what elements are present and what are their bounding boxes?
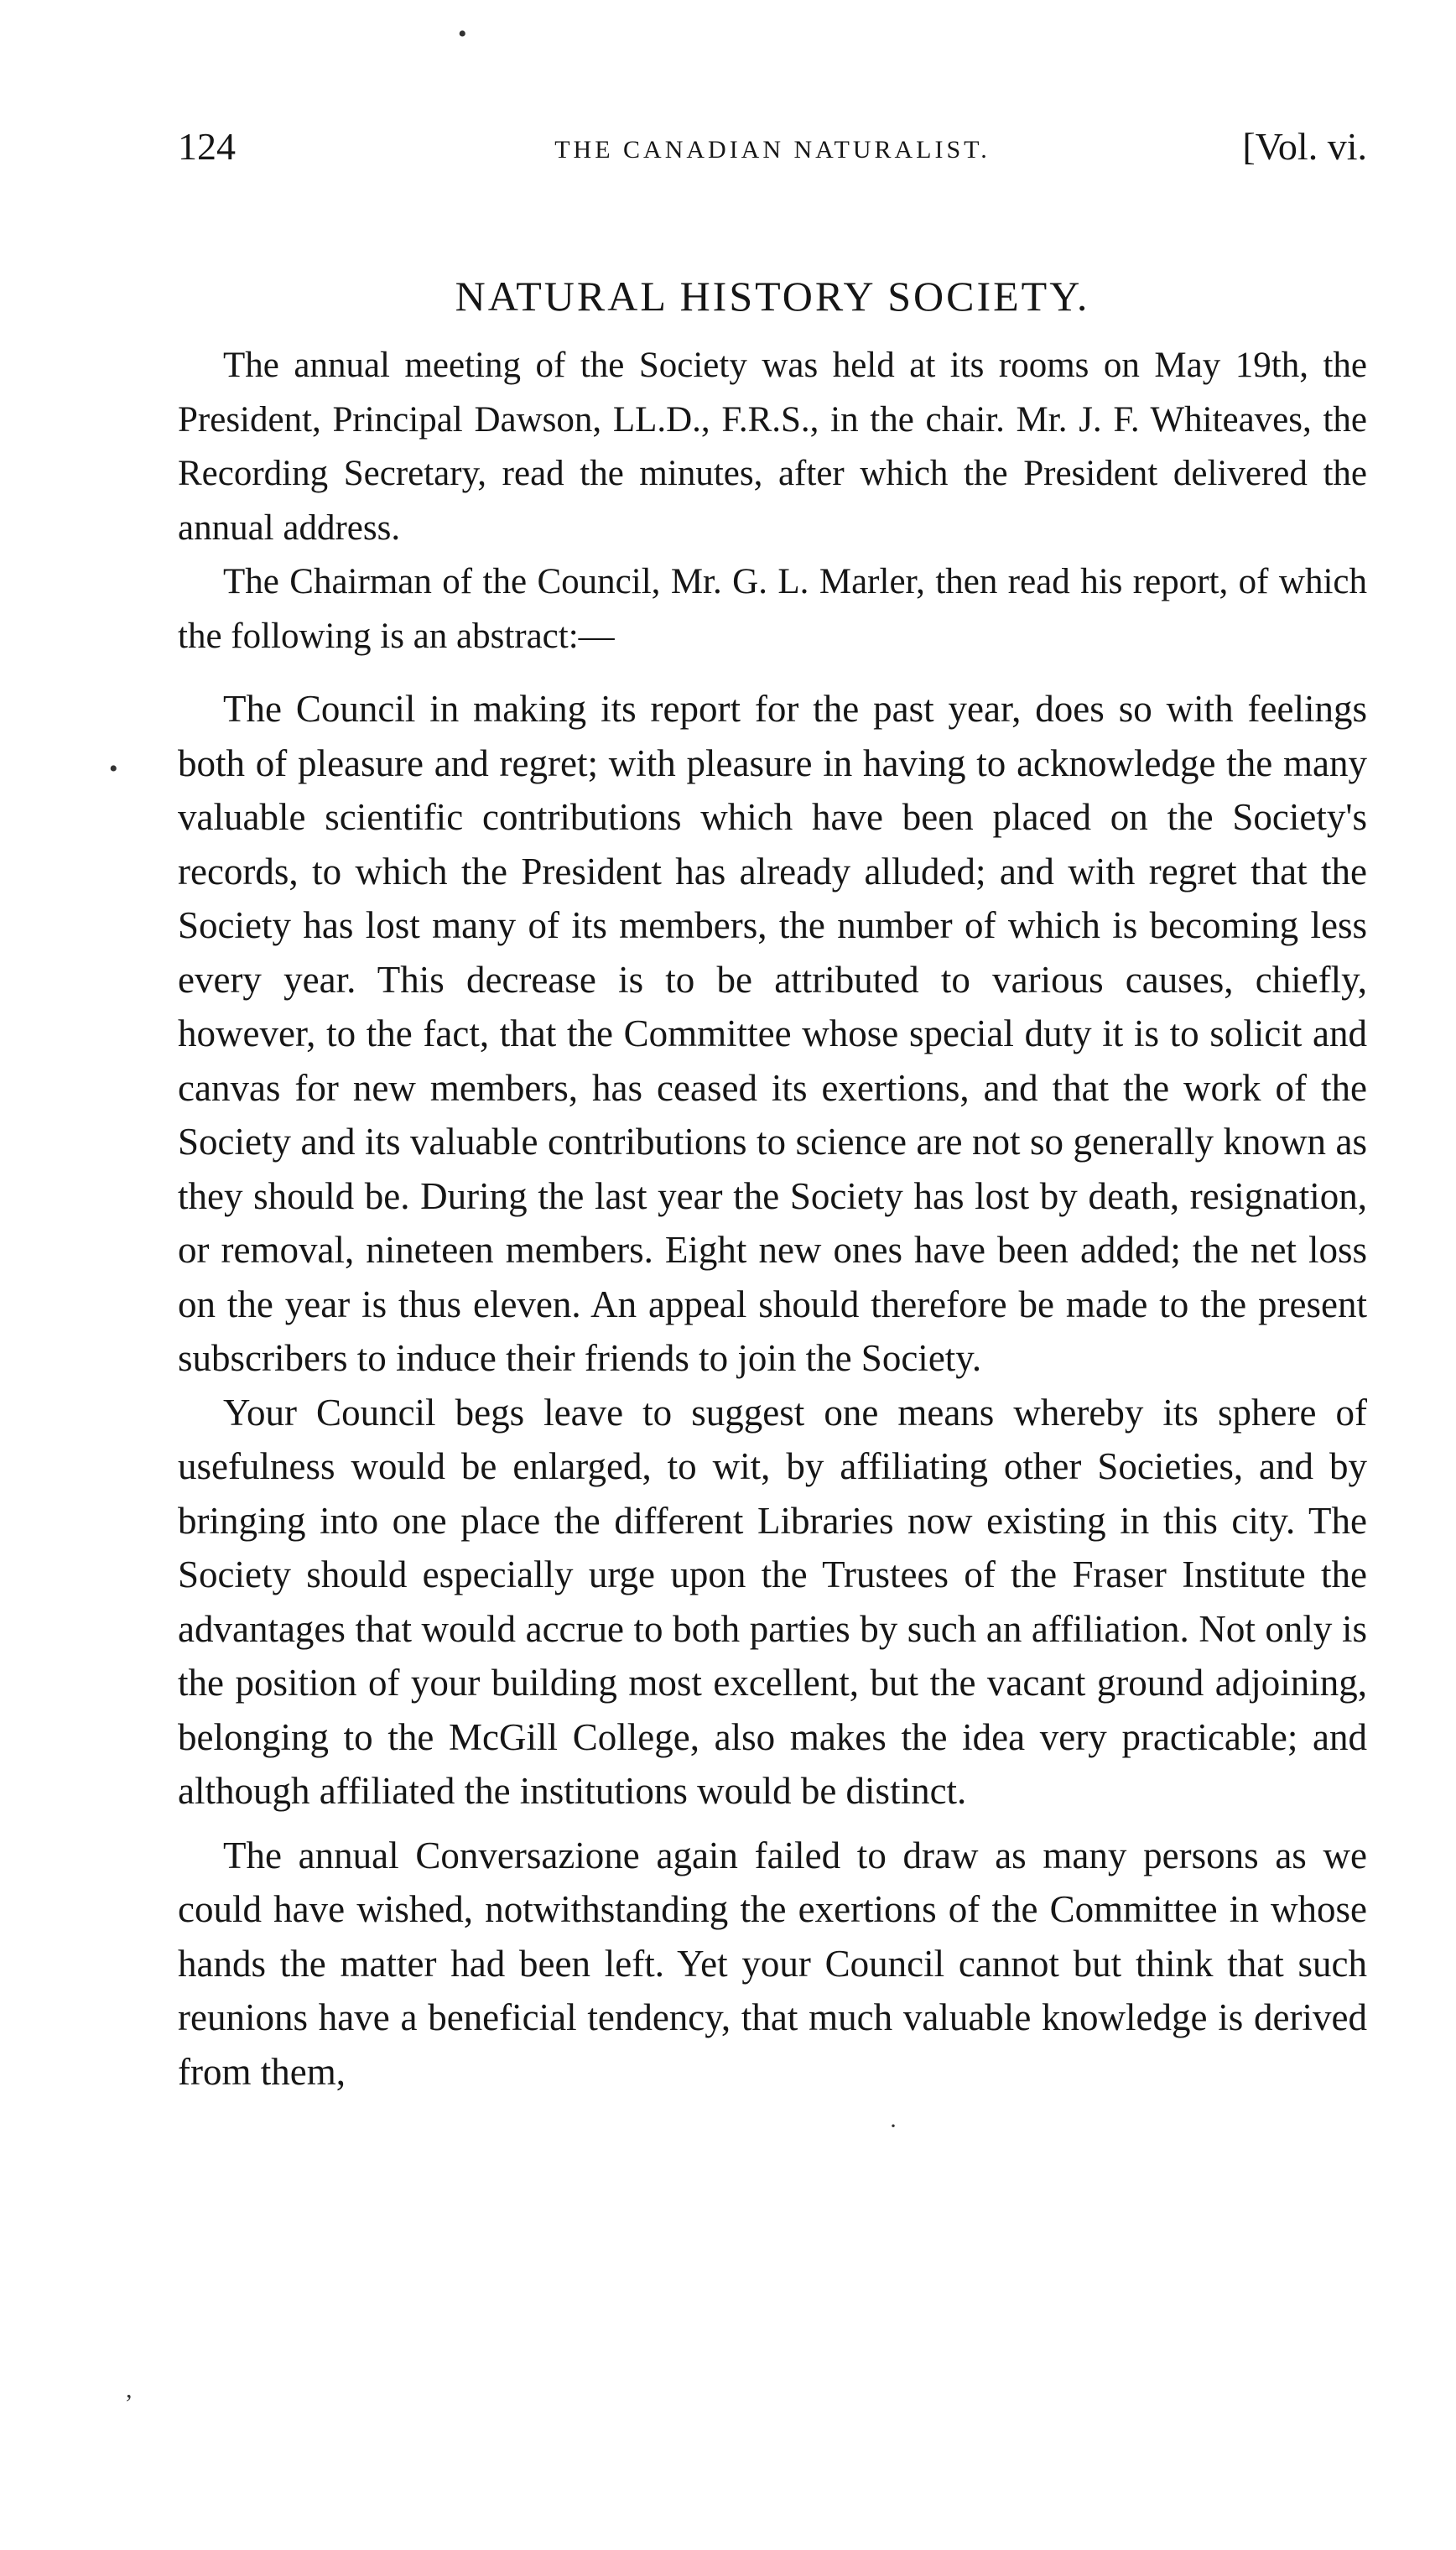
margin-tick: , <box>126 2376 133 2403</box>
intro-paragraph: The Chairman of the Council, Mr. G. L. Marler, then read his report, of which the following is an abstract:— <box>178 562 1367 656</box>
meeting-intro <box>178 339 1367 664</box>
section-title: NATURAL HISTORY SOCIETY. <box>455 273 1090 320</box>
ink-speck: • <box>109 755 118 783</box>
report-paragraph: Your Council begs leave to suggest one means whereby its sphere of usefulness would be enlarged, to wit, by affiliating other Societies, and by bringing into one place the different Libraries now existing in this city. The Society should especially urge upon the Trustees of the Fraser Institute the advantages that would accrue to both parties by such an affiliation. Not only is the position of your building most excellent, but the vacant ground adjoining, belonging to the McGill College, also makes the idea very practicable; and although affiliated the institutions would be distinct. <box>178 1391 1367 1812</box>
volume-label: [Vol. vi. <box>1242 125 1367 168</box>
running-title: THE CANADIAN NATURALIST. <box>554 136 991 164</box>
running-header <box>178 124 1367 183</box>
article-body <box>178 267 1367 2099</box>
page-number: 124 <box>178 125 236 168</box>
council-report <box>178 682 1367 2099</box>
ink-speck: • <box>458 20 467 48</box>
report-paragraph: The Council in making its report for the past year, does so with feelings both of pleasure and regret; with pleasure in having to acknowledge the many valuable scientific contributions which have been placed on the Society's records, to which the President has already alluded; and with regret that the Society has lost many of its members, the number of which is becoming less every year. This decrease is to be attributed to various causes, chiefly, however, to the fact, that the Committee whose special duty it is to solicit and canvas for new members, has ceased its exertions, and that the work of the Society and its valuable contributions to science are not so generally known as they should be. During the last year the Society has lost by death, resignation, or removal, nineteen members. Eight new ones have been added; the net loss on the year is thus eleven. An appeal should therefore be made to the present subscribers to induce their friends to join the Society. <box>178 688 1367 1379</box>
ink-speck: · <box>889 2112 897 2140</box>
intro-paragraph: The annual meeting of the Society was held at its rooms on May 19th, the President, Principal Dawson, LL.D., F.R.S., in the chair. Mr. J. F. Whiteaves, the Recording Secretary, read the minutes, after which the President delivered the annual address. <box>178 346 1367 548</box>
report-paragraph: The annual Conversazione again failed to draw as many persons as we could have wished, notwithstanding the exertions of the Committee in whose hands the matter had been left. Yet your Council cannot but think that such reunions have a beneficial tendency, that much valuable knowledge is derived from them, <box>178 1834 1367 2093</box>
